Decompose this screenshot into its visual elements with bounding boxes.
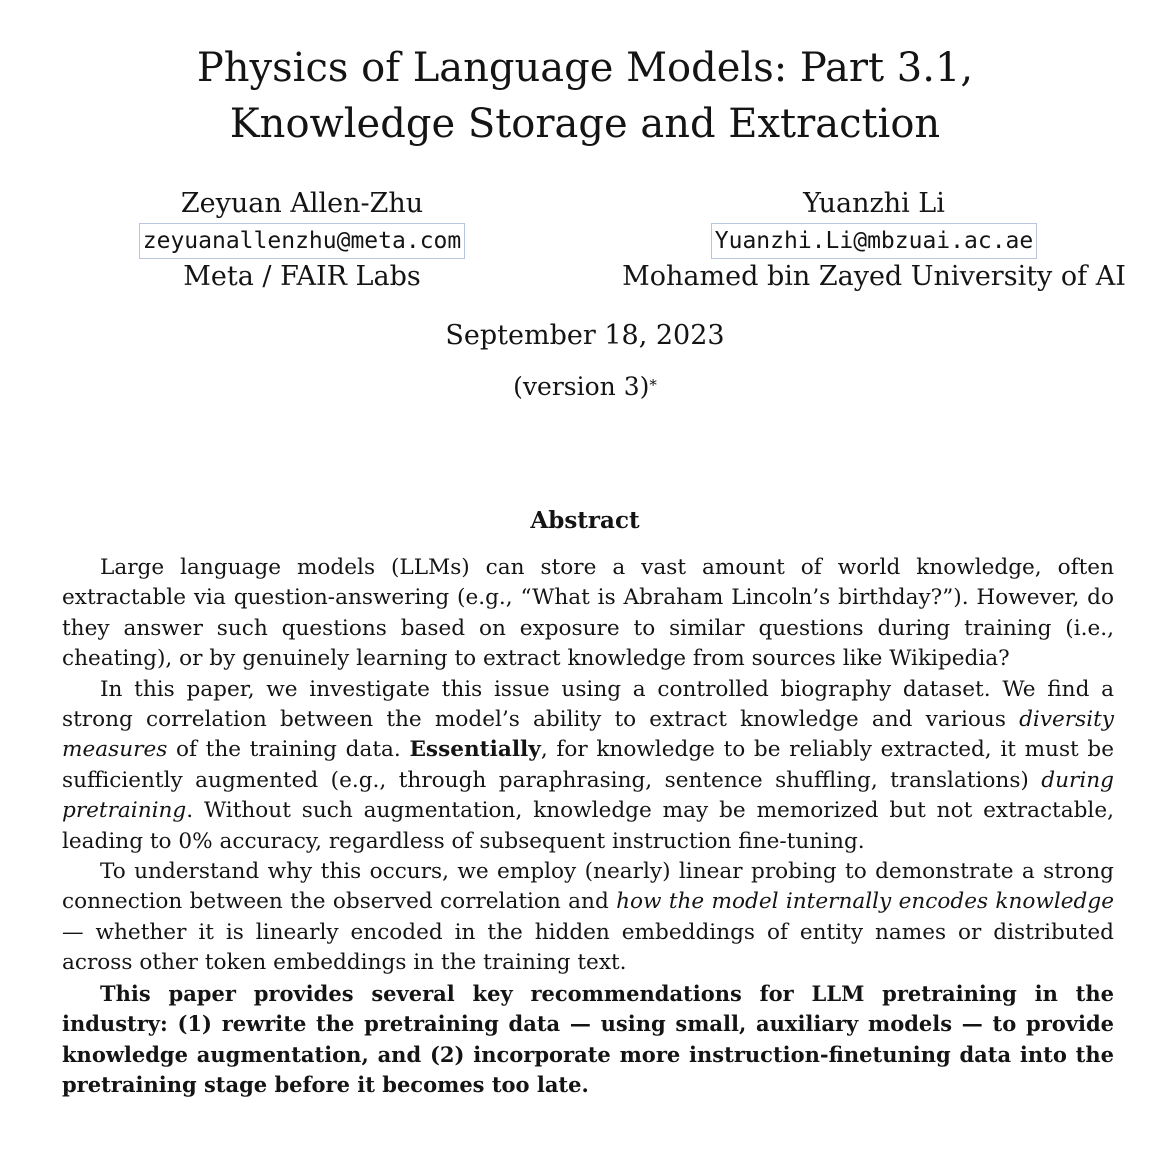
abstract-paragraph-1: Large language models (LLMs) can store a vast amount of world knowledge, often extractable via question-answering (e.g., “What is Abraham Lincoln’s birthday?”). However, do they answer such questions based on exposure to similar questions during training (i.e., cheating), or by genuinely learning to extract knowledge from sources like Wikipedia? (62, 555, 1114, 672)
author-name: Yuanzhi Li (803, 188, 945, 219)
author-email-link[interactable]: Yuanzhi.Li@mbzuai.ac.ae (711, 223, 1038, 259)
abstract-paragraph-3 (62, 857, 1114, 979)
title-line-1: Physics of Language Models: Part 3.1, (196, 45, 974, 91)
author-email-link[interactable]: zeyuanallenzhu@meta.com (139, 223, 466, 259)
author-affiliation: Meta / FAIR Labs (183, 261, 421, 292)
text-run: In this paper, we investigate this issue using a controlled biography dataset. We find a strong correlation between the model’s ability to extract knowledge and various (62, 676, 1114, 733)
title-line-2: Knowledge Storage and Extraction (229, 101, 941, 147)
paper-title (0, 40, 1170, 152)
emphasis-text: how the model internally encodes knowledge (616, 889, 1114, 915)
paper-date: September 18, 2023 (445, 320, 725, 351)
abstract-body (62, 553, 1114, 1100)
paper-version (0, 370, 1170, 404)
emphasis-text: during pretraining (62, 767, 1114, 824)
text-run: . Without such augmentation, knowledge may be memorized but not extractable, leading to 0% accuracy, regardless of subsequent instruction fine-tuning. (62, 798, 1114, 854)
author-affiliation: Mohamed bin Zayed University of AI (622, 261, 1126, 292)
author-name: Zeyuan Allen-Zhu (180, 188, 424, 219)
emphasis-text: diversity measures (62, 707, 1114, 763)
abstract-paragraph-2 (62, 675, 1114, 857)
text-run: To understand why this occurs, we employ (nearly) linear probing to demonstrate a strong connection between the observed correlation and (62, 859, 1114, 915)
bold-text: Essentially (409, 737, 541, 763)
footnote-marker[interactable]: * (649, 376, 657, 394)
version-text: (version 3) (513, 372, 650, 401)
abstract-heading: Abstract (530, 507, 640, 534)
text-run: of the training data. (167, 737, 410, 763)
author-block-2 (606, 186, 1142, 295)
abstract-paragraph-4-recommendations: This paper provides several key recommendations for LLM pretraining in the industry: (1) rewrite the pretraining data — using small, auxiliary models — to provide knowledge augmentation, and (2) incorporate more instruction-finetuning data into the pretraining stage before it becomes too late. (62, 980, 1114, 1097)
author-block-1 (100, 186, 504, 295)
text-run: — whether it is linearly encoded in the hidden embeddings of entity names or distributed across other token embeddings in the training text. (62, 919, 1114, 976)
text-run: , for knowledge to be reliably extracted, it must be sufficiently augmented (e.g., through paraphrasing, sentence shuffling, translations) (62, 737, 1114, 793)
